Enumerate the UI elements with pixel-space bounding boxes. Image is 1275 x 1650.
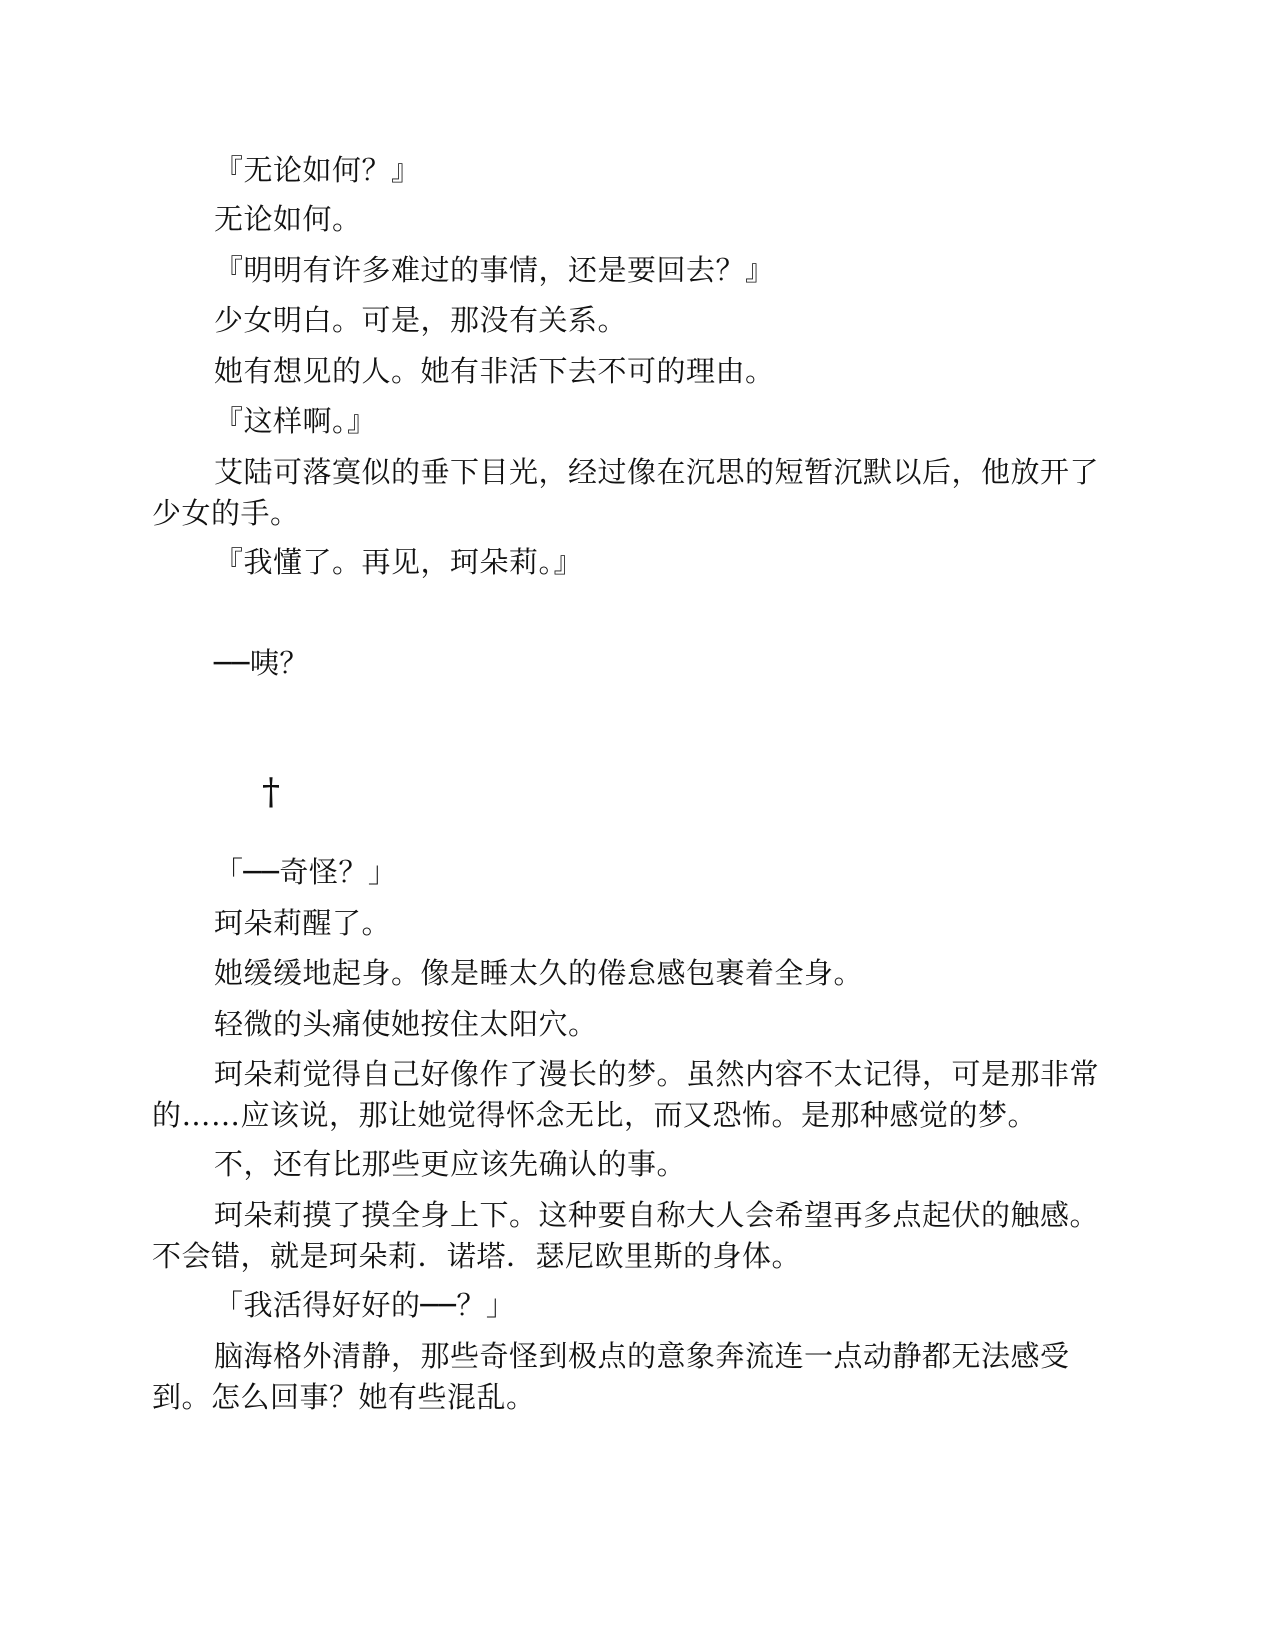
paragraph: 她缓缓地起身。像是睡太久的倦怠感包裹着全身。 (214, 956, 864, 990)
section-break-dagger: † (262, 772, 280, 813)
paragraph: 艾陆可落寞似的垂下目光，经过像在沉思的短暂沉默以后，他放开了少女的手。 (152, 455, 1100, 530)
paragraph: 『明明有许多难过的事情，还是要回去？』 (214, 253, 775, 287)
paragraph: 「──奇怪？」 (214, 855, 398, 889)
paragraph: 『我懂了。再见，珂朵莉。』 (214, 545, 584, 579)
paragraph: 『无论如何？』 (214, 153, 421, 187)
paragraph: 珂朵莉觉得自己好像作了漫长的梦。虽然内容不太记得，可是那非常的……应该说，那让她觉得怀念无比，而又恐怖。是那种感觉的梦。 (152, 1057, 1100, 1132)
paragraph: 『这样啊。』 (214, 404, 377, 438)
paragraph: 珂朵莉醒了。 (214, 906, 392, 940)
paragraph: 她有想见的人。她有非活下去不可的理由。 (214, 354, 775, 388)
paragraph: 不，还有比那些更应该先确认的事。 (214, 1147, 687, 1181)
paragraph: 少女明白。可是，那没有关系。 (214, 303, 628, 337)
paragraph: 轻微的头痛使她按住太阳穴。 (214, 1007, 598, 1041)
paragraph: 无论如何。 (214, 202, 362, 236)
paragraph: 「我活得好好的──？」 (214, 1288, 516, 1322)
paragraph: 脑海格外清静，那些奇怪到极点的意象奔流连一点动静都无法感受到。怎么回事？她有些混乱。 (152, 1339, 1070, 1414)
paragraph: 珂朵莉摸了摸全身上下。这种要自称大人会希望再多点起伏的触感。不会错，就是珂朵莉．诺塔．瑟尼欧里斯的身体。 (152, 1198, 1100, 1273)
paragraph: ──咦？ (214, 646, 309, 680)
